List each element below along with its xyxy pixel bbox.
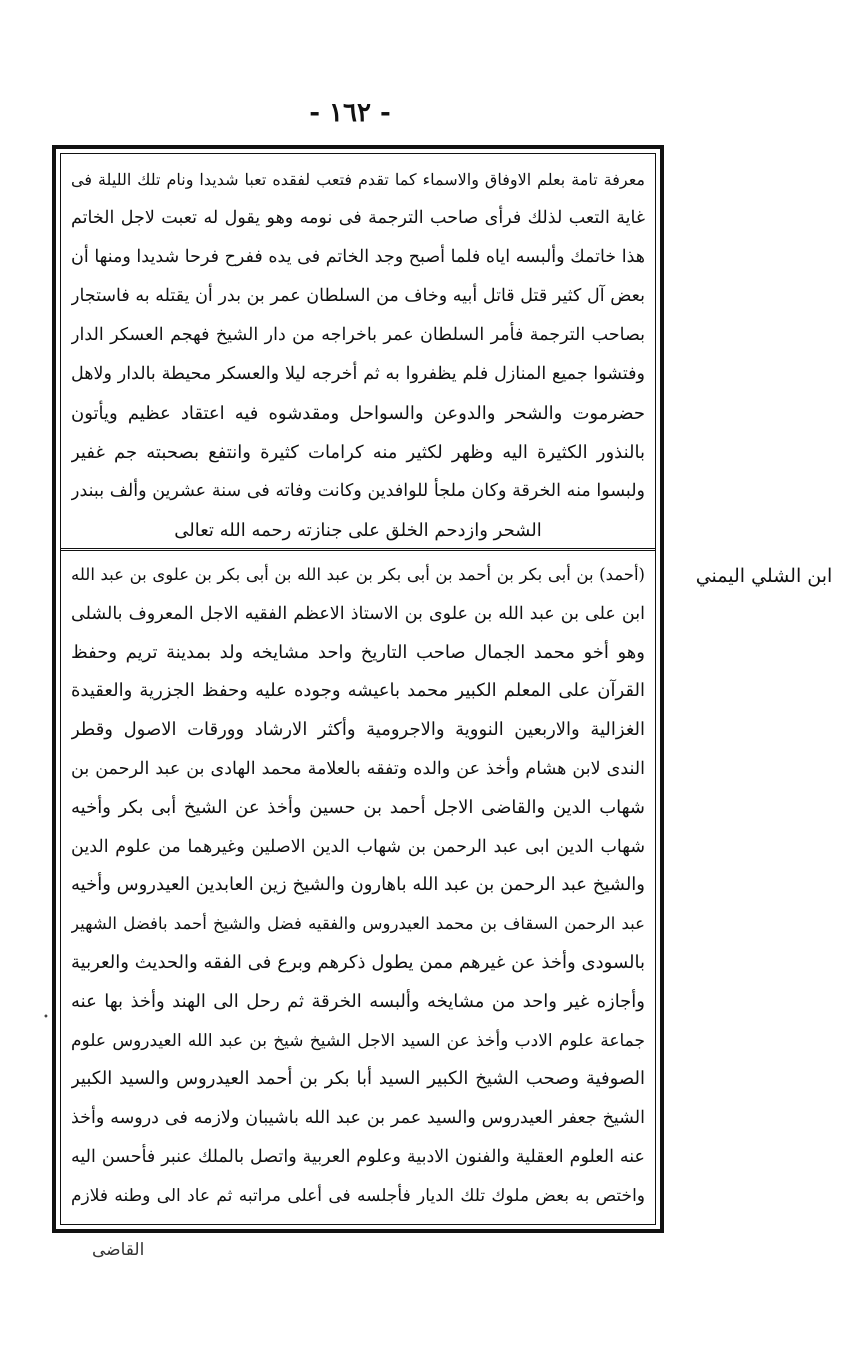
text-line: حضرموت والشحر والدوعن والسواحل ومقدشوه فيه اعتقاد عظيم ويأتون <box>71 403 645 424</box>
catchword: القاضى <box>92 1240 145 1260</box>
text-line: بالنذور الكثيرة اليه وظهر لكثير منه كرامات كثيرة وانتفع بصحبته جم غفير <box>71 442 645 463</box>
text-line: غاية التعب لذلك فرأى صاحب الترجمة فى نومه وهو يقول له تعبت لاجل الخاتم <box>71 208 645 228</box>
text-line: بصاحب الترجمة فأمر السلطان عمر باخراجه من دار الشيخ فهجم العسكر الدار <box>71 325 645 345</box>
text-line: القرآن على المعلم الكبير محمد باعيشه وجوده عليه وحفظ الجزرية والعقيدة <box>71 680 645 702</box>
text-line: وهو أخو محمد الجمال صاحب التاريخ واحد مشايخه ولد بمدينة تريم وحفظ <box>71 641 645 663</box>
text-line: ولبسوا منه الخرقة وكان ملجأ للوافدين وكانت وفاته فى سنة عشرين وألف ببندر <box>71 481 645 501</box>
text-line: معرفة تامة بعلم الاوفاق والاسماء كما تقدم فتعب لفقده تعبا شديدا ونام تلك الليلة فى <box>71 170 645 189</box>
text-line: عنه العلوم العقلية والفنون الادبية وعلوم العربية واتصل بالملك عنبر فأحسن اليه <box>71 1146 645 1167</box>
text-line: (أحمد) بن أبى بكر بن أحمد بن أبى بكر بن عبد الله بن أبى بكر بن علوى بن عبد الله <box>71 565 645 584</box>
entry-text-ahmad-al-shilli <box>71 556 645 1216</box>
text-frame-inner <box>60 153 656 1225</box>
text-frame <box>52 145 664 1233</box>
text-line: والشيخ عبد الرحمن بن عبد الله باهارون والشيخ زين العابدين العيدروس وأخيه <box>71 874 645 896</box>
text-line: بعض آل كثير قتل قاتل أبيه وخاف من السلطان عمر بن بدر أن يقتله به فاستجار <box>71 286 645 306</box>
text-line: شهاب الدين والقاضى الاجل أحمد بن حسين وأخذ عن الشيخ أبى بكر وأخيه <box>71 796 645 818</box>
text-line: بالسودى وأخذ عن غيرهم ممن يطول ذكرهم وبرع فى الفقه والحديث والعربية <box>71 951 645 973</box>
text-line: عبد الرحمن السقاف بن محمد العيدروس والفقيه فضل والشيخ أحمد بافضل الشهير <box>71 914 645 934</box>
page-number: - ١٦٢ - <box>309 98 391 128</box>
text-line: الغزالية والاربعين النووية والاجرومية وأكثر الارشاد وورقات الاصول وقطر <box>71 719 645 741</box>
text-line: وأجازه غير واحد من مشايخه وألبسه الخرقة ثم رحل الى الهند وأخذ بها عنه <box>71 990 645 1012</box>
text-line: جماعة علوم الادب وأخذ عن السيد الاجل الشيخ شيخ بن عبد الله العيدروس علوم <box>71 1030 645 1051</box>
entry-divider <box>61 548 655 553</box>
text-line: الندى لابن هشام وأخذ عن والده وتفقه بالعلامة محمد الهادى بن عبد الرحمن بن <box>71 758 645 779</box>
text-line: شهاب الدين ابى عبد الرحمن بن شهاب الدين الاصلين وغيرهما من علوم الدين <box>71 836 645 857</box>
margin-note-entry-title: ابن الشلي اليمني <box>695 565 833 587</box>
text-line: الشيخ جعفر العيدروس والسيد عمر بن عبد الله باشيبان ولازمه فى دروسه وأخذ <box>71 1108 645 1129</box>
previous-entry-text <box>71 160 645 550</box>
text-line: الشحر وازدحم الخلق على جنازته رحمه الله تعالى <box>174 520 542 541</box>
text-line: ابن على بن عبد الله بن علوى بن الاستاذ الاعظم الفقيه الاجل المعروف بالشلى <box>71 603 645 624</box>
text-line: واختص به بعض ملوك تلك الديار فأجلسه فى أعلى مراتبه ثم عاد الى وطنه فلازم <box>71 1185 645 1206</box>
text-line: وفتشوا جميع المنازل فلم يظفروا به ثم أخرجه ليلا والعسكر محيطة بالدار ولاهل <box>71 364 645 384</box>
text-line: هذا خاتمك وألبسه اياه فلما أصبح وجد الخاتم فى يده ففرح فرحا شديدا ومنها أن <box>71 247 645 267</box>
margin-speck: • <box>43 1012 49 1023</box>
text-line: الصوفية وصحب الشيخ الكبير السيد أبا بكر بن أحمد العيدروس والسيد الكبير <box>71 1068 645 1090</box>
